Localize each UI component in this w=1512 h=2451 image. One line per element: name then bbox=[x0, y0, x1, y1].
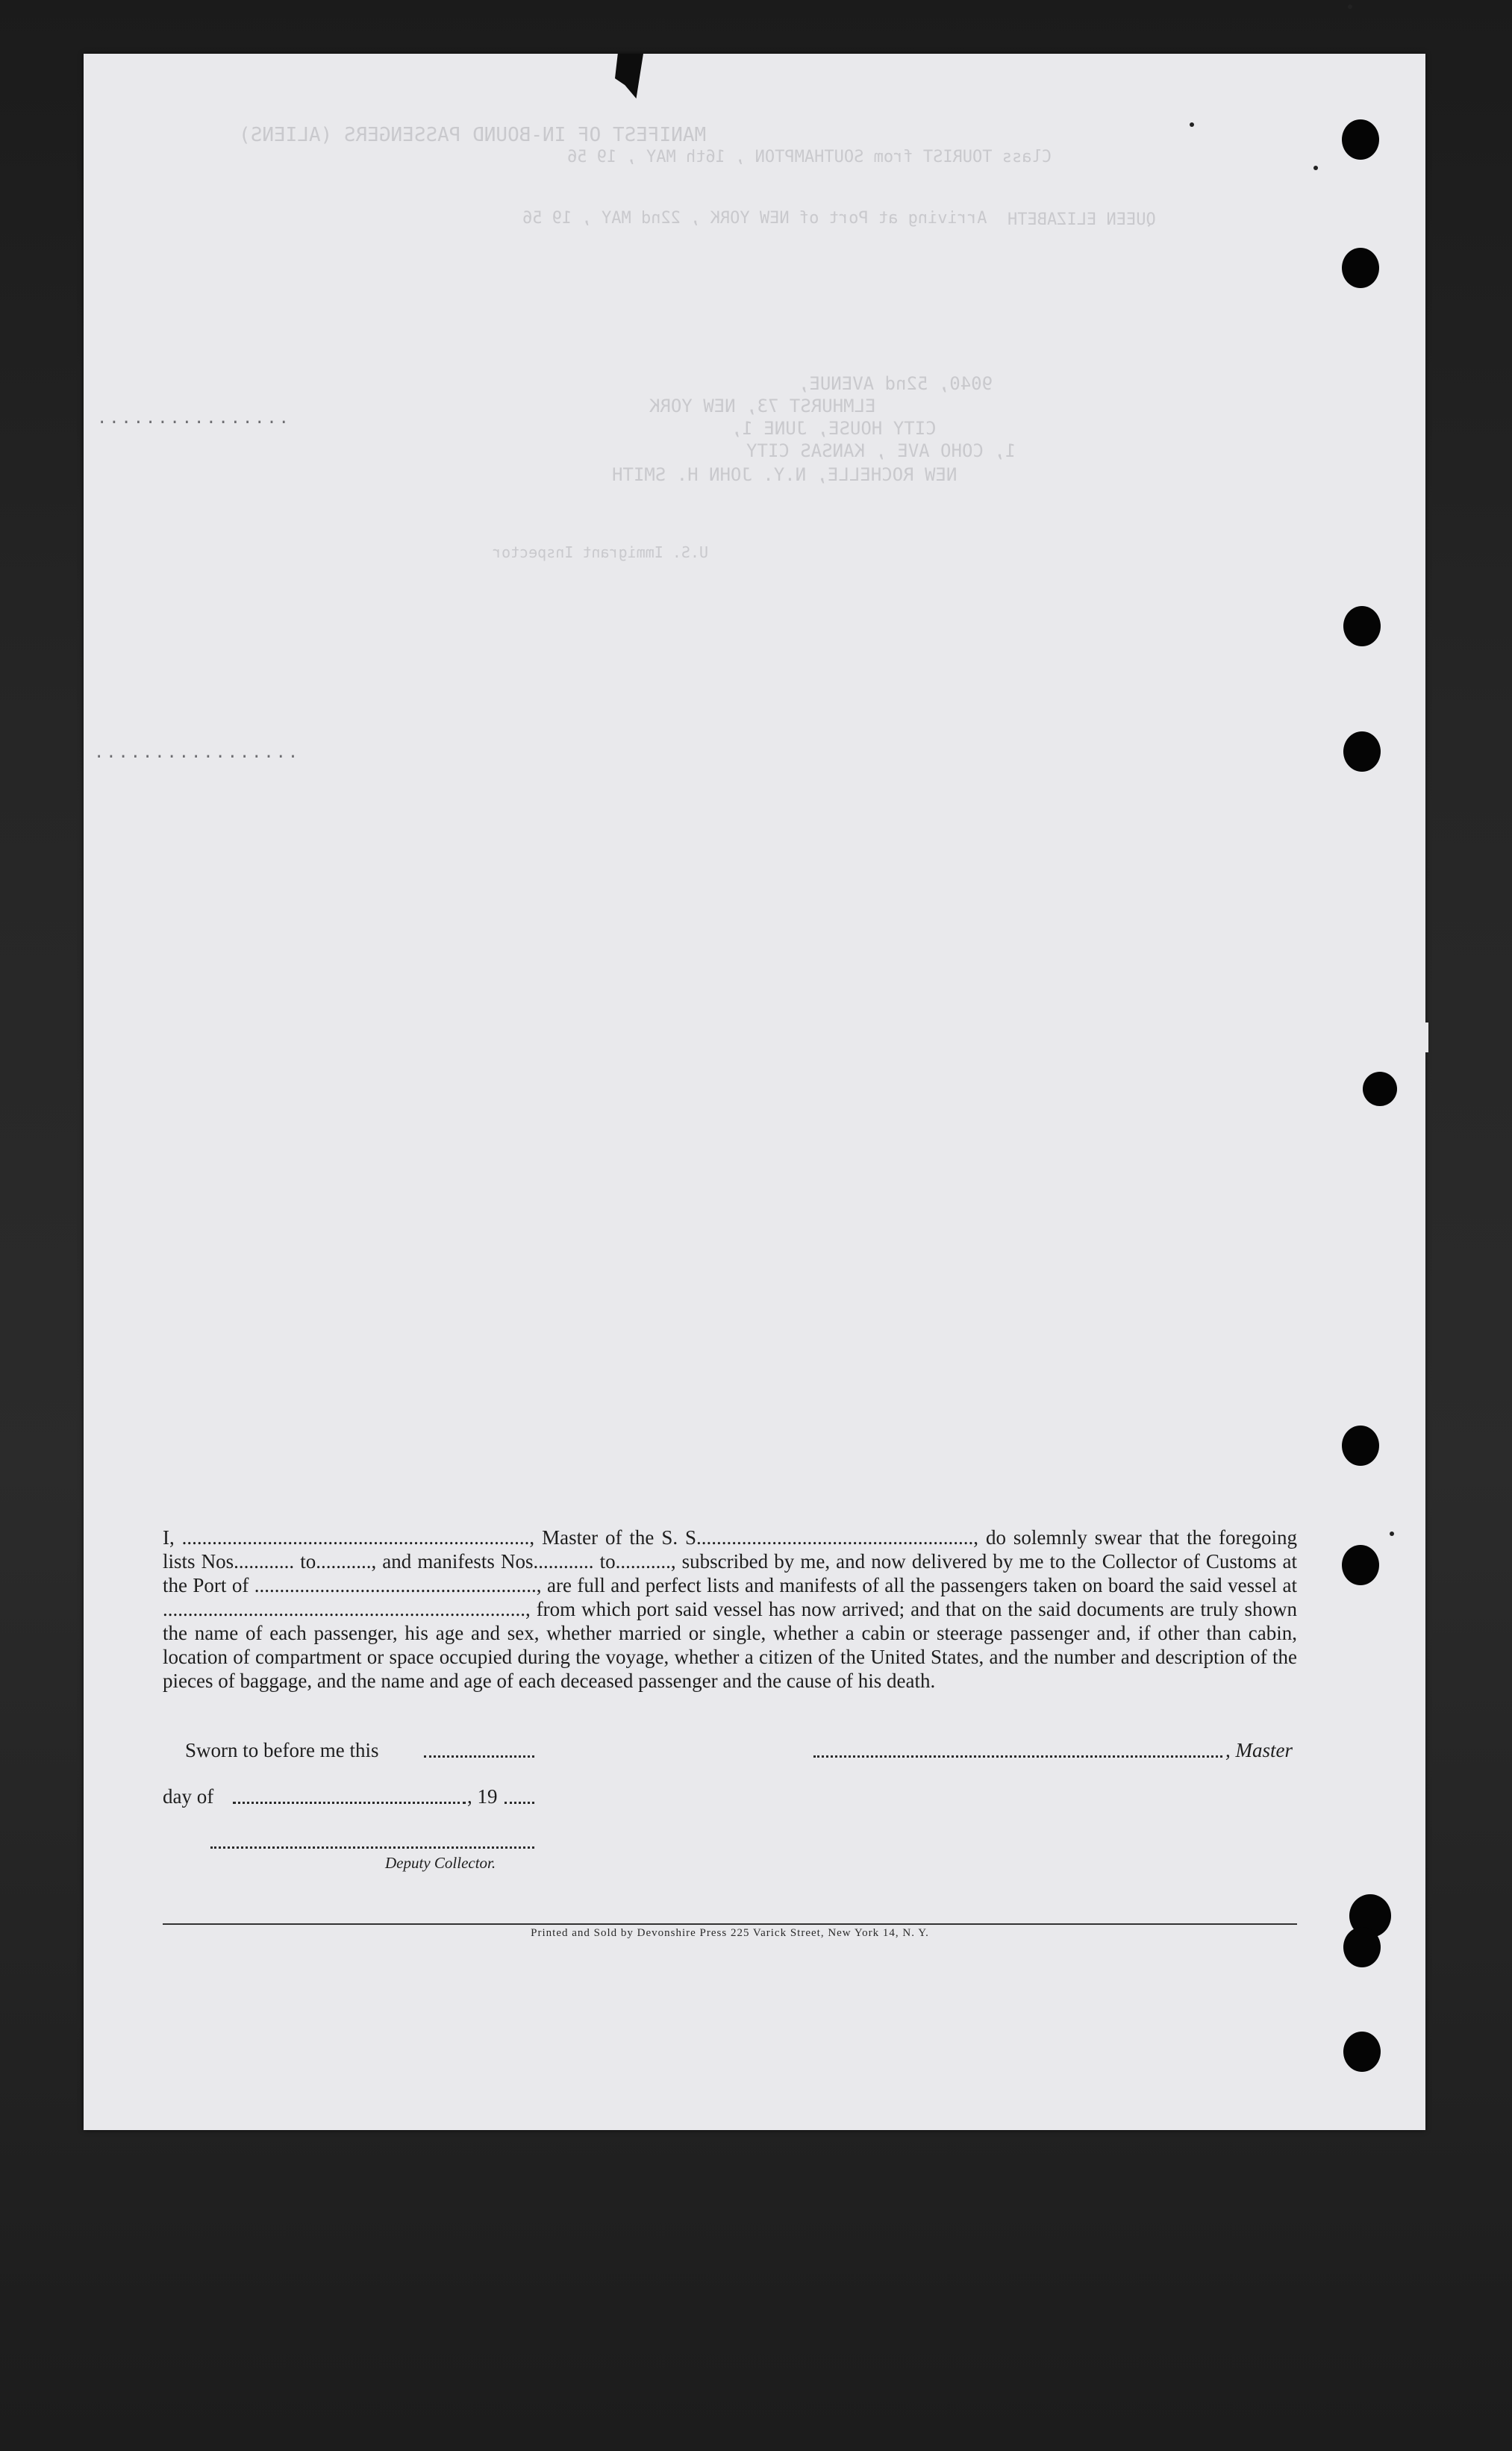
dotted-leader: ................ bbox=[97, 409, 291, 428]
punch-hole-icon bbox=[1342, 1426, 1379, 1466]
ink-speck bbox=[1390, 1532, 1394, 1536]
bleed-through-title: MANIFEST OF IN-BOUND PASSENGERS (ALIENS) bbox=[239, 124, 707, 146]
master-oath-paragraph: I, ....................................................................., Master of the S. S......................................................., do solemnly swear that the foregoing lists Nos............ to..........., and manifests Nos............ to..........., subscribed by me, and now delivered by me to the Collector of Customs at the Port of ........................................................, are full and perfect lists and manifests of all the passengers taken on board the said vessel at ........................................................................, from which port said vessel has now arrived; and that on the said documents are truly shown the name of each passenger, his age and sex, whether married or single, whether a cabin or steerage passenger and, if other than cabin, location of compartment or space occupied during the voyage, whether a citizen of the United States, and the number and description of the pieces of baggage, and the name and age of each deceased passenger and the cause of his death. bbox=[163, 1526, 1297, 1692]
dotted-leader: ................. bbox=[94, 743, 301, 762]
deputy-collector-label: Deputy Collector. bbox=[385, 1854, 496, 1872]
bleed-through-address-4: 1, COHO AVE , KANSAS CITY bbox=[746, 440, 1016, 461]
deputy-collector-line bbox=[210, 1846, 534, 1849]
punch-hole-icon bbox=[1342, 1545, 1379, 1585]
punch-hole-icon bbox=[1363, 1072, 1397, 1106]
ink-speck bbox=[1348, 4, 1352, 9]
printer-imprint: Printed and Sold by Devonshire Press 225 Varick Street, New York 14, N. Y. bbox=[531, 1927, 929, 1939]
master-label-text: , Master bbox=[1225, 1739, 1293, 1761]
sworn-label: Sworn to before me this bbox=[185, 1739, 379, 1761]
punch-hole-icon bbox=[1342, 119, 1379, 160]
footer-rule bbox=[163, 1923, 1297, 1925]
bleed-through-address-2: ELMHURST 73, NEW YORK bbox=[649, 396, 876, 416]
manifest-page bbox=[84, 54, 1425, 2130]
year-label: , 19 bbox=[467, 1785, 498, 1808]
punch-hole-icon bbox=[1343, 2032, 1381, 2072]
day-of-label: day of bbox=[163, 1785, 214, 1808]
punch-hole-icon bbox=[1343, 731, 1381, 772]
bleed-through-inspector: U.S. Immigrant Inspector bbox=[493, 543, 708, 561]
punch-hole-icon bbox=[1343, 606, 1381, 646]
sworn-date-line bbox=[424, 1755, 534, 1758]
bleed-through-arrival-line: Arriving at Port of NEW YORK , 22nd MAY , 19 56 bbox=[522, 209, 987, 228]
bleed-through-address-3: CITY HOUSE, JUNE 1, bbox=[731, 418, 937, 439]
ink-speck bbox=[1313, 166, 1318, 170]
master-label bbox=[1225, 1739, 1293, 1762]
bleed-through-address-5: NEW ROCHELLE, N.Y. JOHN H. SMITH bbox=[612, 464, 958, 485]
paper-edge-tab bbox=[1411, 1022, 1428, 1052]
bleed-through-vessel: QUEEN ELIZABETH bbox=[1008, 210, 1156, 229]
punch-hole-icon bbox=[1342, 248, 1379, 288]
punch-hole-icon bbox=[1343, 1927, 1381, 1967]
year-line bbox=[504, 1802, 534, 1804]
day-of-line bbox=[233, 1802, 466, 1804]
bleed-through-class-line: Class TOURIST from SOUTHAMPTON , 16th MAY , 19 56 bbox=[567, 148, 1052, 166]
master-signature-line bbox=[813, 1755, 1222, 1758]
ink-speck bbox=[1190, 122, 1194, 127]
bleed-through-address-1: 9040, 52nd AVENUE, bbox=[799, 373, 993, 394]
